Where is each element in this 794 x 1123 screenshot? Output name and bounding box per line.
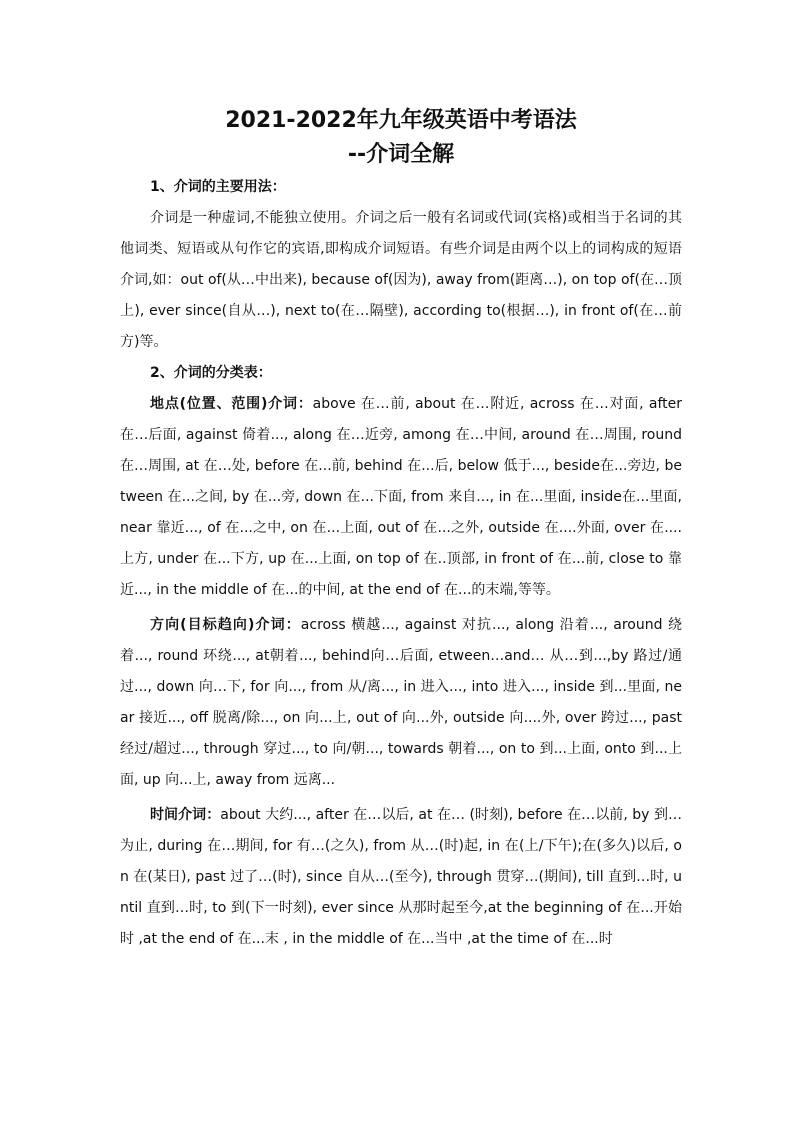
time-prepositions-label: 时间介词：: [150, 807, 221, 823]
place-prepositions-text: above 在…前, about 在…附近, across 在…对面, after 在…后面, against 倚着..., along 在…近旁, among 在…中间, around 在…周围, round 在…周围, at 在…处, before 在...前, behind 在...后, below 低于..., beside在...旁边, between 在...之间, by 在...旁, down 在...下面, from 来自..., in 在...里面, inside在...里面, near 靠近..., of 在...之中, on 在...上面, out of 在...之外, outside 在....外面, over 在....上方, under 在...下方, up 在...上面, on top of 在..顶部, in front of 在...前, close to 靠近..., in the middle of 在...的中间, at the end of 在...的末端,等等。: [120, 396, 682, 598]
section1-heading: 1、介词的主要用法：: [150, 179, 286, 195]
place-prepositions-paragraph: [120, 389, 682, 606]
direction-prepositions-label: 方向(目标趋向)介词：: [150, 617, 301, 633]
document-title-line1: 2021-2022年九年级英语中考语法: [225, 108, 577, 133]
place-prepositions-label: 地点(位置、范围)介词：: [150, 396, 313, 412]
direction-prepositions-text: across 横越..., against 对抗..., along 沿着..., around 绕着..., round 环绕..., at朝着..., behind向…后面, etween…and… 从…到...,by 路过/通过..., down 向…下, for 向..., from 从/离..., in 进入..., into 进入..., inside 到...里面, near 接近..., off 脱离/除..., on 向...上, out of 向...外, outside 向....外, over 跨过..., past 经过/超过..., through 穿过..., to 向/朝..., towards 朝着..., on to 到...上面, onto 到...上面, up 向...上, away from 远离...: [120, 617, 683, 788]
document-title-line2: --介词全解: [347, 142, 455, 167]
section2-heading: 2、介词的分类表：: [150, 365, 272, 381]
time-prepositions-text: about 大约..., after 在…以后, at 在… (时刻), before 在…以前, by 到…为止, during 在…期间, for 有…(之久), from 从…(时)起, in 在(上/下午);在(多久)以后, on 在(某日), past 过了…(时), since 自从…(至今), through 贯穿…(期间), till 直到…时, until 直到…时, to 到(下一时刻), ever since 从那时起至今,at the beginning of 在...开始时 ,at the end of 在...末 , in the middle of 在...当中 ,at the time of 在...时: [120, 807, 683, 947]
section1-body: 介词是一种虚词,不能独立使用。介词之后一般有名词或代词(宾格)或相当于名词的其他词类、短语或从句作它的宾语,即构成介词短语。有些介词是由两个以上的词构成的短语介词,如：out of(从…中出来), because of(因为), away from(距离…), on top of(在…顶上), ever since(自从…), next to(在…隔壁), according to(根据…), in front of(在…前方)等。: [120, 210, 682, 350]
time-prepositions-paragraph: [120, 800, 682, 955]
direction-prepositions-paragraph: [120, 610, 682, 796]
